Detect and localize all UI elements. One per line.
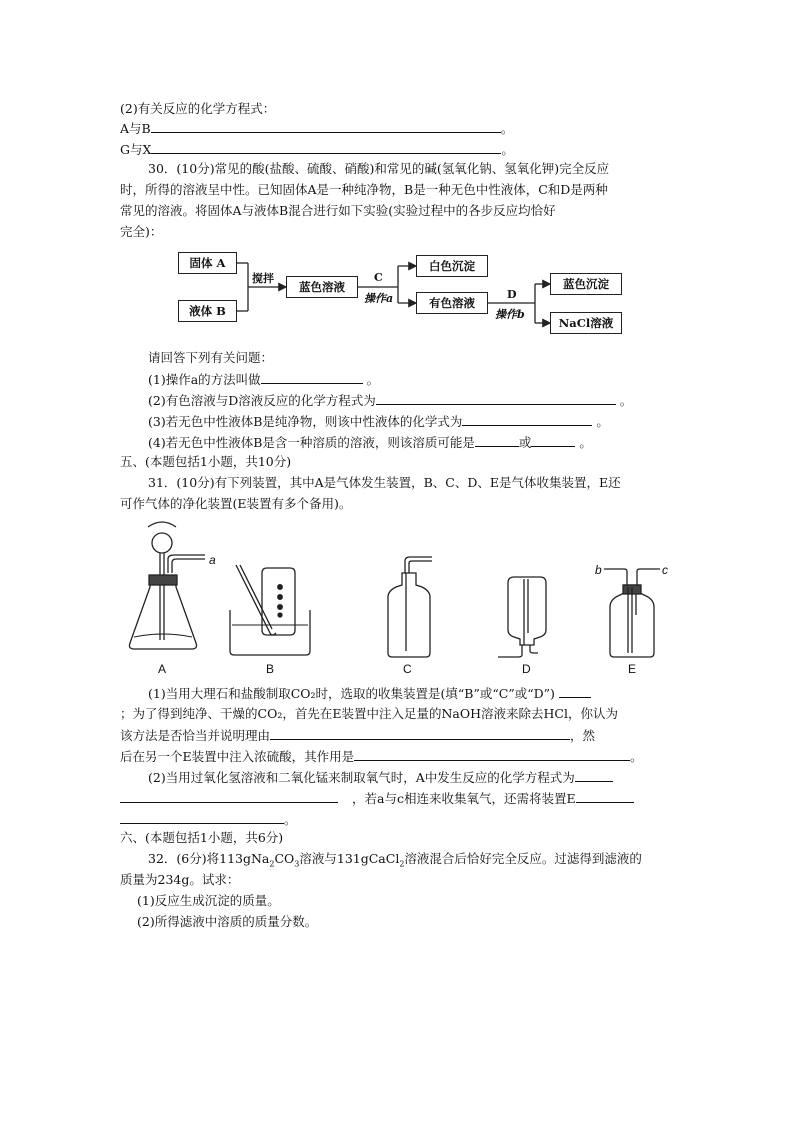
answer-blank[interactable] [475, 433, 519, 447]
apparatus-label-c: C [403, 662, 412, 676]
apparatus-figure [120, 515, 680, 680]
q30-prompt: 请回答下列有关问题： [148, 350, 274, 365]
q31-p1-purpose-text: 后在另一个E装置中注入浓硫酸，其作用是 [120, 749, 355, 764]
q32-q1: (1)反应生成沉淀的质量。 [137, 893, 280, 908]
period: 。 [501, 142, 514, 157]
q30-q4 [148, 433, 592, 452]
flow-d-label: D [507, 288, 517, 301]
period: 。 [284, 812, 297, 827]
q32-text-1: 32．(6分)将113gNa [148, 851, 270, 866]
q31-p1-line4 [120, 747, 643, 766]
q31-p2-line3 [120, 810, 297, 829]
period: 。 [596, 414, 609, 429]
answer-blank[interactable] [559, 684, 591, 698]
subscript: 2 [399, 859, 405, 869]
apparatus-e [604, 569, 660, 657]
q29-g-x-line [120, 140, 514, 159]
apparatus-label-d: D [522, 662, 531, 676]
period: 。 [366, 372, 380, 387]
q30-q2-text: (2)有色溶液与D溶液反应的化学方程式为 [148, 393, 376, 408]
flow-liquid-b: 液体 B [178, 300, 237, 322]
flow-nacl-solution: NaCl溶液 [550, 312, 622, 334]
flow-blue-precipitate: 蓝色沉淀 [550, 273, 622, 295]
q31-p1-reason-text: 该方法是否恰当并说明理由 [120, 728, 271, 743]
q31-p2-line1 [148, 768, 613, 787]
q31-p1-text: (1)当用大理石和盐酸制取CO₂时，选取的收集装置是(填“B”或“C”或“D”) [148, 686, 555, 701]
apparatus-d [498, 577, 546, 657]
q31-p2-line2 [120, 789, 634, 808]
answer-blank[interactable] [270, 726, 570, 740]
q32-q2: (2)所得滤液中溶质的质量分数。 [137, 914, 318, 929]
apparatus-a [129, 522, 205, 649]
q30-line2: 时，所得的溶液呈中性。已知固体A是一种纯净物，B是一种无色中性液体，C和D是两种 [120, 182, 608, 197]
q30-line1: 30．(10分)常见的酸(盐酸、硫酸、硝酸)和常见的碱(氢氧化钠、氢氧化钾)完全反应 [148, 161, 610, 176]
answer-blank[interactable] [376, 391, 616, 405]
q31-p1-continue: ，然 [570, 728, 596, 743]
apparatus-label-e: E [628, 662, 637, 676]
q30-q4-or: 或 [518, 435, 532, 450]
flow-colored-solution: 有色溶液 [416, 292, 488, 314]
q30-line3: 常见的溶液。将固体A与液体B混合进行如下实验(实验过程中的各步反应均恰好 [120, 203, 556, 218]
flow-c-label: C [374, 271, 383, 284]
period: 。 [619, 393, 633, 408]
q29-a-b-line [120, 119, 513, 138]
q32-text-3: 溶液与131gCaCl [299, 851, 400, 866]
flow-op-a-label: 操作a [364, 292, 394, 305]
q31-p1-line1 [148, 684, 591, 703]
answer-blank[interactable] [531, 433, 575, 447]
q29-a-b-prefix: A与B [120, 121, 151, 136]
q31-line1: 31．(10分)有下列装置，其中A是气体发生装置，B、C、D、E是气体收集装置，E还 [148, 475, 621, 490]
subscript: 3 [294, 859, 300, 869]
answer-blank[interactable] [575, 768, 613, 782]
apparatus-drawing [120, 515, 680, 680]
flow-solid-a: 固体 A [178, 252, 237, 274]
answer-blank[interactable] [462, 412, 592, 426]
q32-line2: 质量为234g。试求： [120, 872, 240, 887]
q30-q1-text: (1)操作a的方法叫做 [148, 372, 261, 387]
q31-p1-line3 [120, 726, 595, 745]
tube-label-b: b [595, 563, 602, 577]
tube-label-c: c [662, 563, 668, 577]
period: 。 [500, 121, 514, 136]
section-5-heading: 五、(本题包括1小题，共10分) [120, 454, 292, 469]
q29-part2: (2)有关反应的化学方程式： [120, 101, 276, 116]
flow-white-precipitate: 白色沉淀 [416, 255, 488, 277]
answer-blank[interactable] [354, 747, 630, 761]
period: 。 [630, 749, 643, 764]
section-6-heading: 六、(本题包括1小题，共6分) [120, 830, 284, 845]
q31-line2: 可作气体的净化装置(E装置有多个备用)。 [120, 496, 352, 511]
flow-op-b-label: 操作b [495, 308, 525, 321]
flow-blue-solution: 蓝色溶液 [286, 276, 358, 298]
q30-q3 [148, 412, 609, 431]
q30-q3-text: (3)若无色中性液体B是纯净物，则该中性液体的化学式为 [148, 414, 463, 429]
apparatus-c [388, 557, 432, 657]
q31-p2-text: (2)当用过氧化氢溶液和二氧化锰来制取氧气时，A中发生反应的化学方程式为 [148, 770, 575, 785]
tube-label-a: a [209, 553, 216, 567]
q30-line4: 完全)： [120, 224, 163, 239]
q32-text-2: CO [274, 851, 295, 866]
q31-p1-line2: ；为了得到纯净、干燥的CO₂，首先在E装置中注入足量的NaOH溶液来除去HCl，你认为 [120, 706, 618, 721]
answer-blank[interactable] [120, 789, 338, 803]
apparatus-b [230, 565, 310, 655]
q30-q1 [148, 370, 379, 389]
answer-blank[interactable] [120, 810, 284, 824]
answer-blank[interactable] [151, 140, 501, 154]
q30-q4-text: (4)若无色中性液体B是含一种溶质的溶液，则该溶质可能是 [148, 435, 475, 450]
q32-text-4: 溶液混合后恰好完全反应。过滤得到滤液的 [404, 851, 642, 866]
apparatus-label-b: B [266, 662, 275, 676]
q29-g-x-prefix: G与X [120, 142, 152, 157]
q31-p2-connect-text: ，若a与c相连来收集氧气，还需将装置E [352, 791, 576, 806]
answer-blank[interactable] [151, 119, 501, 133]
period: 。 [579, 435, 592, 450]
apparatus-label-a: A [158, 662, 167, 676]
subscript: 2 [269, 859, 275, 869]
flow-stir-label: 搅拌 [252, 272, 274, 285]
q30-q2 [148, 391, 632, 410]
answer-blank[interactable] [261, 370, 363, 384]
q32-line1 [148, 850, 642, 874]
answer-blank[interactable] [576, 789, 634, 803]
